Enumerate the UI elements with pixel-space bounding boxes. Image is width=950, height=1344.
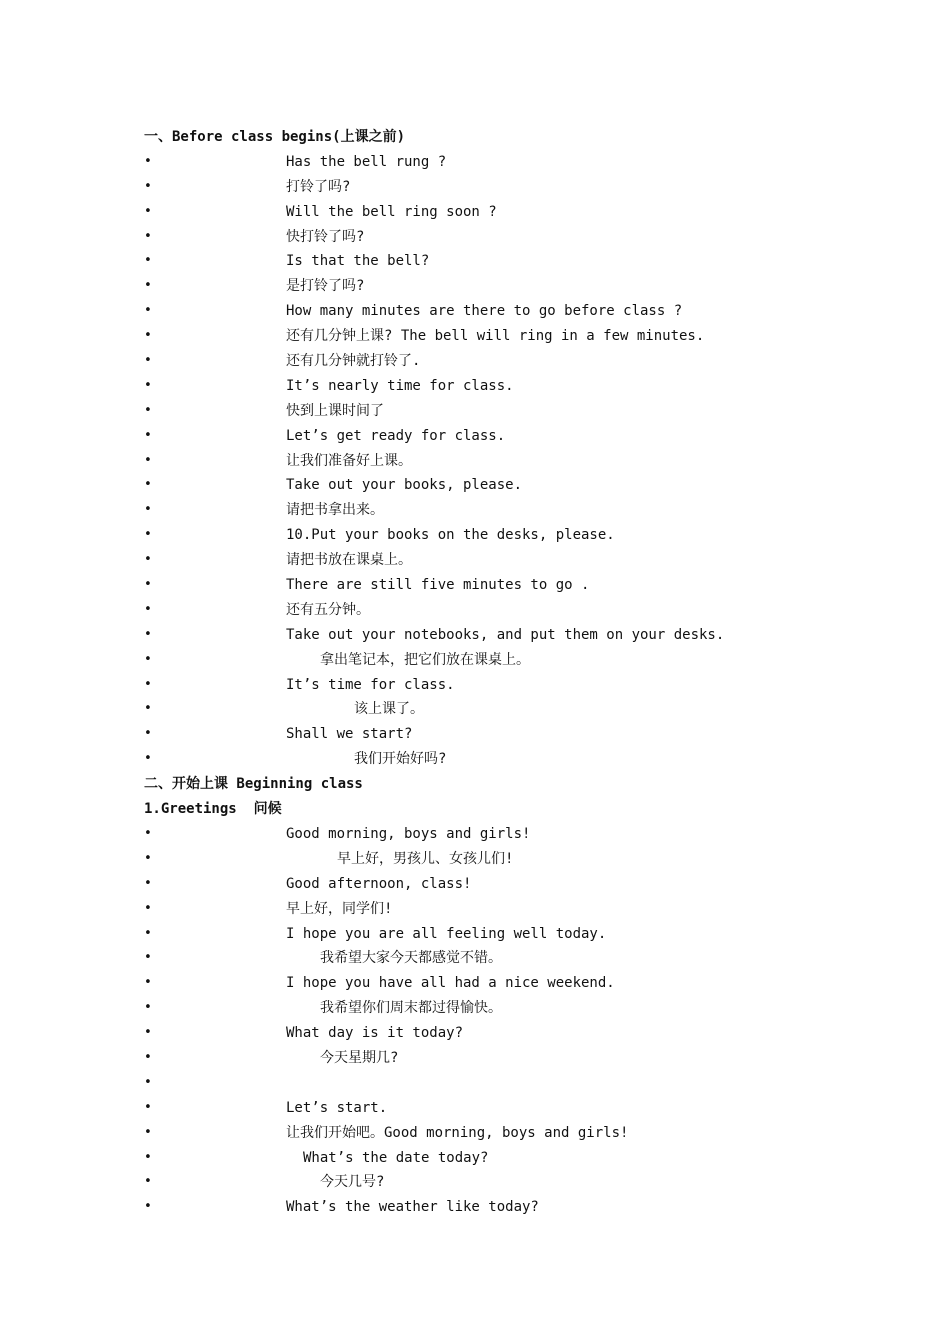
list-item: • 请把书放在课桌上。 <box>144 548 844 573</box>
bullet-icon: • <box>144 353 152 369</box>
bullet-icon: • <box>144 751 152 767</box>
list-item: • Let’s start. <box>144 1096 844 1121</box>
list-item: • 还有几分钟上课? The bell will ring in a few minutes. <box>144 324 844 349</box>
bullet-icon: • <box>144 875 152 891</box>
bullet-icon: • <box>144 402 152 418</box>
list-item: • How many minutes are there to go before class ? <box>144 299 844 324</box>
list-item: • 快打铃了吗? <box>144 225 844 250</box>
list-item: • Take out your notebooks, and put them on your desks. <box>144 623 844 648</box>
bullet-icon: • <box>144 676 152 692</box>
bullet-icon: • <box>144 377 152 393</box>
bullet-icon: • <box>144 253 152 269</box>
list-item: • I hope you are all feeling well today. <box>144 922 844 947</box>
bullet-icon: • <box>144 975 152 991</box>
list-item: • Take out your books, please. <box>144 473 844 498</box>
list-item: • 还有五分钟。 <box>144 598 844 623</box>
bullet-icon: • <box>144 850 152 866</box>
bullet-icon: • <box>144 1000 152 1016</box>
bullet-icon: • <box>144 178 152 194</box>
list-item: • Good afternoon, class! <box>144 872 844 897</box>
list-item: • 让我们准备好上课。 <box>144 449 844 474</box>
list-item: • 打铃了吗? <box>144 175 844 200</box>
document-content <box>144 125 844 1220</box>
bullet-icon: • <box>144 502 152 518</box>
bullet-icon: • <box>144 1199 152 1215</box>
list-item: • Will the bell ring soon ? <box>144 200 844 225</box>
list-item: • 早上好，同学们! <box>144 897 844 922</box>
list-item: • It’s time for class. <box>144 673 844 698</box>
bullet-icon: • <box>144 477 152 493</box>
bullet-icon: • <box>144 452 152 468</box>
list-item: • 早上好，男孩儿、女孩儿们! <box>144 847 844 872</box>
list-item: • 还有几分钟就打铃了. <box>144 349 844 374</box>
bullet-icon: • <box>144 153 152 169</box>
list-item: • 该上课了。 <box>144 697 844 722</box>
list-item: • 我希望你们周末都过得愉快。 <box>144 996 844 1021</box>
list-item: • There are still five minutes to go . <box>144 573 844 598</box>
bullet-icon: • <box>144 552 152 568</box>
bullet-icon: • <box>144 228 152 244</box>
subheading-greetings: 1.Greetings 问候 <box>144 801 282 818</box>
list-item <box>144 1071 844 1096</box>
list-item: • 请把书拿出来。 <box>144 498 844 523</box>
list-item: • Shall we start? <box>144 722 844 747</box>
list-item: • 我们开始好吗? <box>144 747 844 772</box>
list-item: • 快到上课时间了 <box>144 399 844 424</box>
bullet-icon: • <box>144 825 152 841</box>
list-item: • 我希望大家今天都感觉不错。 <box>144 946 844 971</box>
list-item: • 拿出笔记本，把它们放在课桌上。 <box>144 648 844 673</box>
bullet-icon: • <box>144 651 152 667</box>
bullet-icon: • <box>144 601 152 617</box>
list-item: • Is that the bell? <box>144 249 844 274</box>
list-item: • 10.Put your books on the desks, please. <box>144 523 844 548</box>
list-item: • Has the bell rung ? <box>144 150 844 175</box>
bullet-icon: • <box>144 577 152 593</box>
bullet-icon: • <box>144 1049 152 1065</box>
list-item: • 让我们开始吧。Good morning, boys and girls! <box>144 1121 844 1146</box>
list-item: • What day is it today? <box>144 1021 844 1046</box>
bullet-icon: • <box>144 701 152 717</box>
bullet-icon: • <box>144 925 152 941</box>
bullet-icon: • <box>144 1025 152 1041</box>
bullet-icon: • <box>144 1074 152 1090</box>
bullet-icon: • <box>144 1124 152 1140</box>
list-item: • 今天星期几? <box>144 1046 844 1071</box>
bullet-icon: • <box>144 1149 152 1165</box>
list-item: • It’s nearly time for class. <box>144 374 844 399</box>
bullet-icon: • <box>144 950 152 966</box>
bullet-icon: • <box>144 527 152 543</box>
bullet-icon: • <box>144 203 152 219</box>
section-heading-before-class: 一、Before class begins(上课之前) <box>144 129 406 145</box>
list-item: • What’s the date today? <box>144 1146 844 1171</box>
bullet-icon: • <box>144 626 152 642</box>
list-item: • Let’s get ready for class. <box>144 424 844 449</box>
bullet-icon: • <box>144 278 152 294</box>
list-item: • 今天几号? <box>144 1170 844 1195</box>
list-item: • Good morning, boys and girls! <box>144 822 844 847</box>
bullet-icon: • <box>144 726 152 742</box>
list-item: • I hope you have all had a nice weekend. <box>144 971 844 996</box>
bullet-icon: • <box>144 303 152 319</box>
bullet-icon: • <box>144 1174 152 1190</box>
bullet-icon: • <box>144 328 152 344</box>
bullet-icon: • <box>144 427 152 443</box>
bullet-icon: • <box>144 1099 152 1115</box>
list-item: • What’s the weather like today? <box>144 1195 844 1220</box>
bullet-icon: • <box>144 900 152 916</box>
section-heading-beginning-class: 二、开始上课 Beginning class <box>144 776 363 793</box>
list-item: • 是打铃了吗? <box>144 274 844 299</box>
